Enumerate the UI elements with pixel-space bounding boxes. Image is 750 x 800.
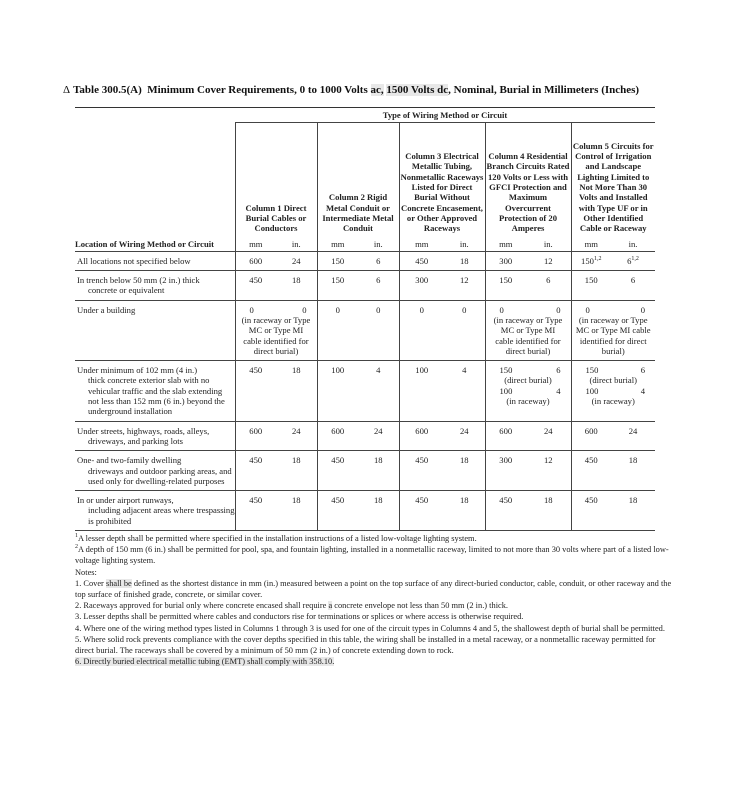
value-cell: 450 — [235, 271, 276, 301]
value-cell: 450 — [399, 491, 444, 531]
value-cell: 24 — [276, 251, 317, 270]
unit-in-1: in. — [276, 237, 317, 252]
location-cell: All locations not specified below — [75, 251, 235, 270]
location-cell: In trench below 50 mm (2 in.) thick concrete or equivalent — [75, 271, 235, 301]
value-cell: 300 — [485, 451, 526, 491]
location-header: Location of Wiring Method or Circuit — [75, 237, 235, 252]
value-cell: 18 — [611, 451, 655, 491]
value-cell: 6$^{1,2}$ — [611, 251, 655, 270]
group-header: Type of Wiring Method or Circuit — [235, 108, 655, 123]
note-4: 4. Where one of the wiring method types listed in Columns 1 through 3 is used for one of the circuit types in Columns 4 and 5, the shallowest depth of burial shall be permitted. — [75, 623, 665, 633]
value-cell: 0 0 (in raceway or Type MC or Type MI cable identified for direct burial) — [235, 300, 317, 360]
value-cell: 4 — [358, 361, 399, 421]
table-row — [75, 271, 655, 301]
value-cell: 450 — [235, 491, 276, 531]
value-cell: 18 — [358, 491, 399, 531]
unit-in-2: in. — [358, 237, 399, 252]
value-cell: 18 — [611, 491, 655, 531]
footnote-2: $^2$A depth of 150 mm (6 in.) shall be permitted for pool, spa, and fountain lighting, installed in a nonmetallic raceway, limited to not more than 30 volts where part of a listed low-voltage lighting system. — [75, 544, 669, 566]
column-3-header: Column 3 Electrical Metallic Tubing, Nonmetallic Raceways Listed for Direct Burial Without Concrete Encasement, or Other Approved Raceways — [399, 123, 485, 237]
footnote-1: $^1$A lesser depth shall be permitted where specified in the installation instructions of a listed low-voltage lighting system. — [75, 533, 477, 543]
location-cell: Under minimum of 102 mm (4 in.) thick concrete exterior slab with no vehicular traffic and the slab extending not less than 152 mm (6 in.) beyond the underground installation — [75, 361, 235, 421]
unit-mm-5: mm — [571, 237, 611, 252]
unit-in-4: in. — [526, 237, 571, 252]
value-cell: 600 — [571, 421, 611, 451]
unit-mm-4: mm — [485, 237, 526, 252]
value-cell: 18 — [276, 491, 317, 531]
value-cell: 6 — [358, 271, 399, 301]
value-cell: 24 — [444, 421, 485, 451]
value-cell: 150 — [317, 271, 358, 301]
value-cell: 12 — [526, 251, 571, 270]
value-cell: 600 — [235, 251, 276, 270]
value-cell: 18 — [276, 361, 317, 421]
title-dc: 1500 Volts dc — [386, 84, 449, 96]
column-5-header: Column 5 Circuits for Control of Irrigation and Landscape Lighting Limited to Not More Than 30 Volts and Installed with Type UF or in Other Identified Cable or Raceway — [571, 123, 655, 237]
value-cell: 18 — [526, 491, 571, 531]
value-cell: 0 0 (in raceway or Type MC or Type MI cable identified for direct burial) — [571, 300, 655, 360]
value-cell: 100 — [317, 361, 358, 421]
value-cell: 450 — [317, 451, 358, 491]
value-cell: 0 — [444, 300, 485, 360]
value-cell: 24 — [276, 421, 317, 451]
value-cell: 450 — [399, 251, 444, 270]
title-text: Minimum Cover Requirements, 0 to 1000 Volts — [147, 84, 368, 96]
value-cell: 150 6 (direct burial) 100 4 (in raceway) — [571, 361, 655, 421]
value-cell: 18 — [358, 451, 399, 491]
value-cell: 600 — [485, 421, 526, 451]
value-cell: 600 — [235, 421, 276, 451]
table-row — [75, 361, 655, 421]
value-cell: 24 — [526, 421, 571, 451]
note-6: 6. Directly buried electrical metallic tubing (EMT) shall comply with 358.10. — [75, 657, 335, 667]
value-cell: 150 6 (direct burial) 100 4 (in raceway) — [485, 361, 571, 421]
value-cell: 450 — [571, 491, 611, 531]
note-3: 3. Lesser depths shall be permitted where cables and conductors rise for terminations or splices or where access is otherwise required. — [75, 612, 524, 622]
value-cell: 6 — [358, 251, 399, 270]
value-cell: 18 — [444, 251, 485, 270]
value-cell: 0 — [317, 300, 358, 360]
notes-heading: Notes: — [75, 567, 97, 577]
value-cell: 0 0 (in raceway or Type MC or Type MI cable identified for direct burial) — [485, 300, 571, 360]
value-cell: 18 — [276, 271, 317, 301]
value-cell: 150 — [571, 271, 611, 301]
value-cell: 600 — [399, 421, 444, 451]
table-row — [75, 491, 655, 531]
value-cell: 18 — [276, 451, 317, 491]
value-cell: 24 — [611, 421, 655, 451]
value-cell: 450 — [399, 451, 444, 491]
location-cell: Under streets, highways, roads, alleys, driveways, and parking lots — [75, 421, 235, 451]
cover-requirements-table — [75, 107, 655, 531]
value-cell: 450 — [235, 361, 276, 421]
note-5: 5. Where solid rock prevents compliance with the cover depths specified in this table, the wiring shall be installed in a metal raceway, or a nonmetallic raceway permitted for direct burial. The raceways shall be covered by a minimum of 50 mm (2 in.) of concrete extending down to rock. — [75, 634, 656, 656]
value-cell: 4 — [444, 361, 485, 421]
table-row — [75, 421, 655, 451]
column-2-header: Column 2 Rigid Metal Conduit or Intermediate Metal Conduit — [317, 123, 399, 237]
table-row — [75, 251, 655, 270]
value-cell: 100 — [399, 361, 444, 421]
value-cell: 0 — [399, 300, 444, 360]
column-1-header: Column 1 Direct Burial Cables or Conductors — [235, 123, 317, 237]
value-cell: 150$^{1,2}$ — [571, 251, 611, 270]
value-cell: 24 — [358, 421, 399, 451]
value-cell: 18 — [444, 451, 485, 491]
blank-header-cell — [75, 108, 235, 123]
value-cell: 450 — [235, 451, 276, 491]
location-cell: One- and two-family dwelling driveways and outdoor parking areas, and used only for dwelling-related purposes — [75, 451, 235, 491]
title-rest: , Nominal, Burial in Millimeters (Inches) — [448, 84, 640, 96]
value-cell: 0 — [358, 300, 399, 360]
note-1: 1. Cover shall be defined as the shortest distance in mm (in.) measured between a point on the top surface of any direct-buried conductor, cable, conduit, or other raceway and the top surface of finished grade, concrete, or similar cover. — [75, 578, 672, 600]
value-cell: 12 — [444, 271, 485, 301]
value-cell: 150 — [485, 271, 526, 301]
value-cell: 6 — [526, 271, 571, 301]
value-cell: 18 — [444, 491, 485, 531]
value-cell: 150 — [317, 251, 358, 270]
title-ac: ac, — [370, 84, 384, 96]
unit-mm-2: mm — [317, 237, 358, 252]
table-row — [75, 451, 655, 491]
column-4-header: Column 4 Residential Branch Circuits Rated 120 Volts or Less with GFCI Protection and Maximum Overcurrent Protection of 20 Amperes — [485, 123, 571, 237]
value-cell: 300 — [485, 251, 526, 270]
value-cell: 6 — [611, 271, 655, 301]
location-cell: Under a building — [75, 300, 235, 360]
unit-mm-1: mm — [235, 237, 276, 252]
value-cell: 300 — [399, 271, 444, 301]
unit-mm-3: mm — [399, 237, 444, 252]
unit-in-3: in. — [444, 237, 485, 252]
value-cell: 450 — [485, 491, 526, 531]
value-cell: 450 — [317, 491, 358, 531]
value-cell: 450 — [571, 451, 611, 491]
table-notes — [75, 533, 675, 667]
table-number: Table 300.5(A) — [73, 84, 142, 96]
note-2: 2. Raceways approved for burial only where concrete encased shall require a concrete envelope not less than 50 mm (2 in.) thick. — [75, 601, 509, 611]
value-cell: 600 — [317, 421, 358, 451]
revision-delta-icon: Δ — [63, 84, 71, 96]
value-cell: 12 — [526, 451, 571, 491]
unit-in-5: in. — [611, 237, 655, 252]
table-title — [63, 84, 639, 96]
location-header-blank — [75, 123, 235, 237]
table-row — [75, 300, 655, 360]
location-cell: In or under airport runways, including adjacent areas where trespassing is prohibited — [75, 491, 235, 531]
